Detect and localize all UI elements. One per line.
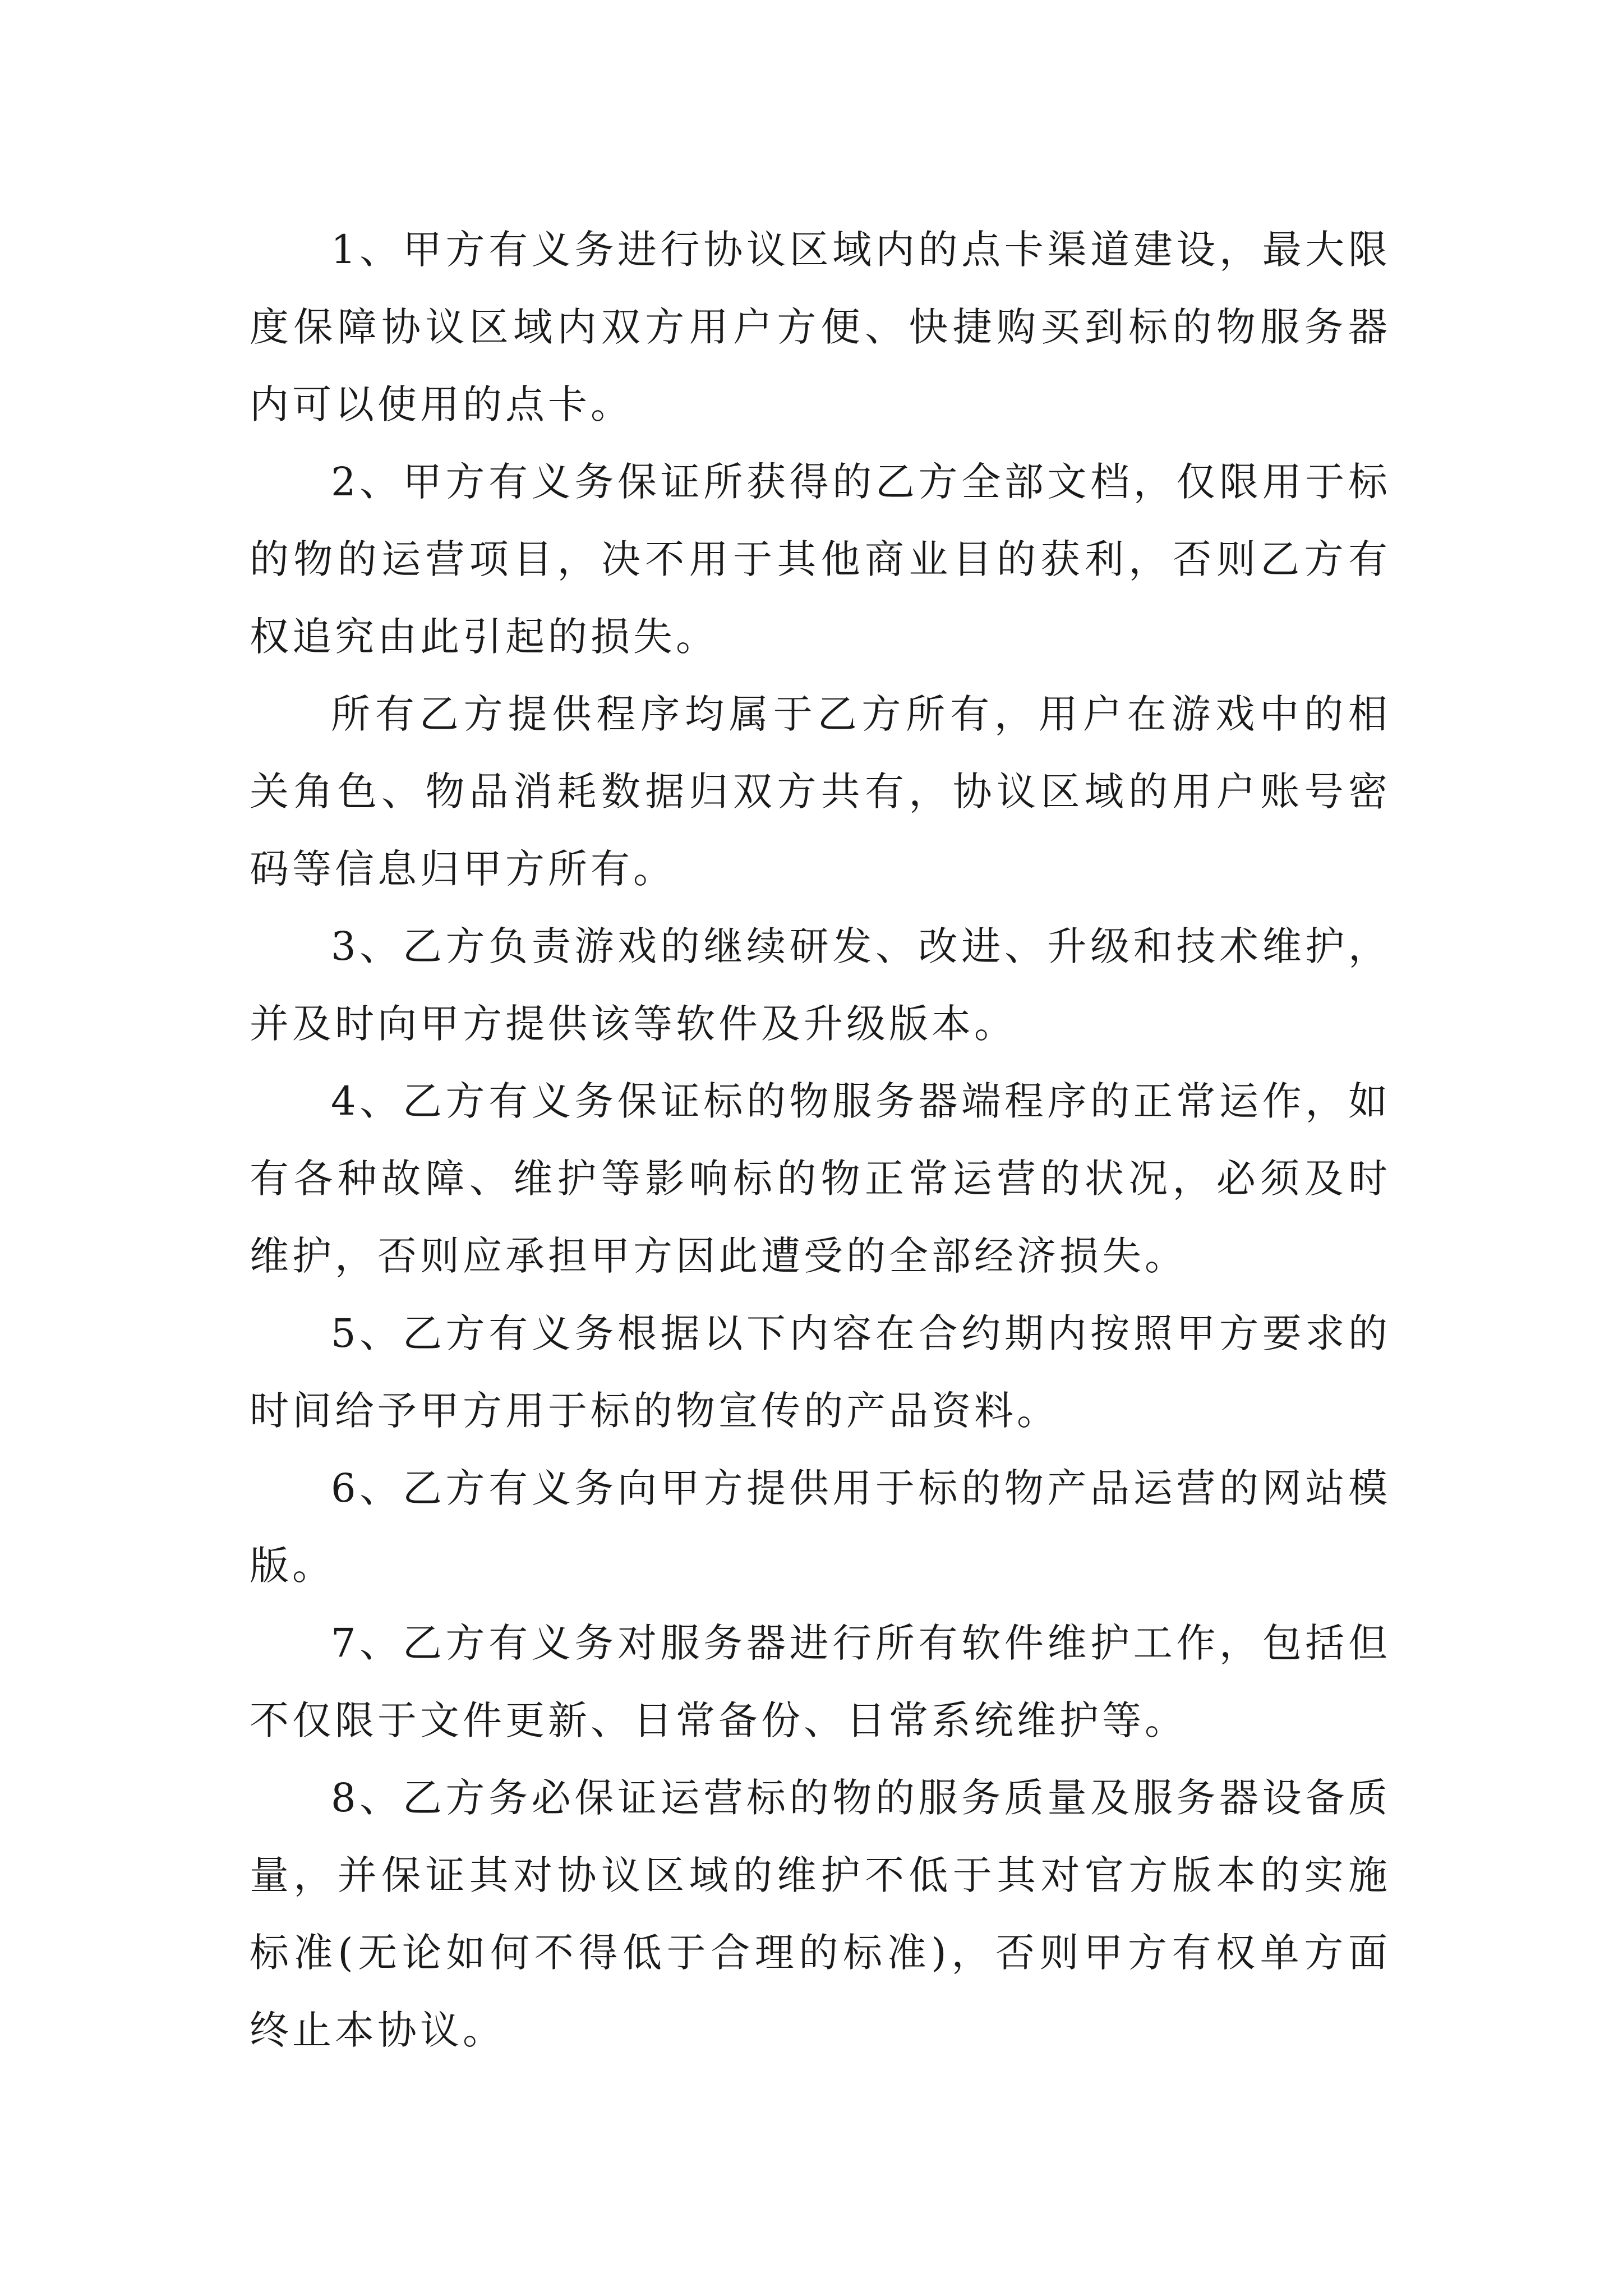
- clause-3-paragraph: 3、乙方负责游戏的继续研发、改进、升级和技术维护，并及时向甲方提供该等软件及升级版本。: [250, 923, 1391, 1047]
- clause-8-paragraph: 8、乙方务必保证运营标的物的服务质量及服务器设备质量，并保证其对协议区域的维护不低于其对官方版本的实施标准(无论如何不得低于合理的标准)，否则甲方有权单方面终止本协议。: [250, 1775, 1391, 2053]
- clause-7-paragraph: 7、乙方有义务对服务器进行所有软件维护工作，包括但不仅限于文件更新、日常备份、日常系统维护等。: [250, 1620, 1391, 1743]
- ownership-paragraph: 所有乙方提供程序均属于乙方所有，用户在游戏中的相关角色、物品消耗数据归双方共有，协议区域的用户账号密码等信息归甲方所有。: [250, 691, 1391, 892]
- clause-2-paragraph: 2、甲方有义务保证所获得的乙方全部文档，仅限用于标的物的运营项目，决不用于其他商业目的获利，否则乙方有权追究由此引起的损失。: [250, 459, 1391, 660]
- document-body: [250, 211, 1391, 2069]
- clause-6-paragraph: 6、乙方有义务向甲方提供用于标的物产品运营的网站模版。: [250, 1465, 1391, 1589]
- clause-1-paragraph: 1、甲方有义务进行协议区域内的点卡渠道建设，最大限度保障协议区域内双方用户方便、快捷购买到标的物服务器内可以使用的点卡。: [250, 227, 1391, 427]
- clause-4-paragraph: 4、乙方有义务保证标的物服务器端程序的正常运作，如有各种故障、维护等影响标的物正常运营的状况，必须及时维护，否则应承担甲方因此遭受的全部经济损失。: [250, 1078, 1391, 1279]
- clause-5-paragraph: 5、乙方有义务根据以下内容在合约期内按照甲方要求的时间给予甲方用于标的物宣传的产品资料。: [250, 1310, 1391, 1434]
